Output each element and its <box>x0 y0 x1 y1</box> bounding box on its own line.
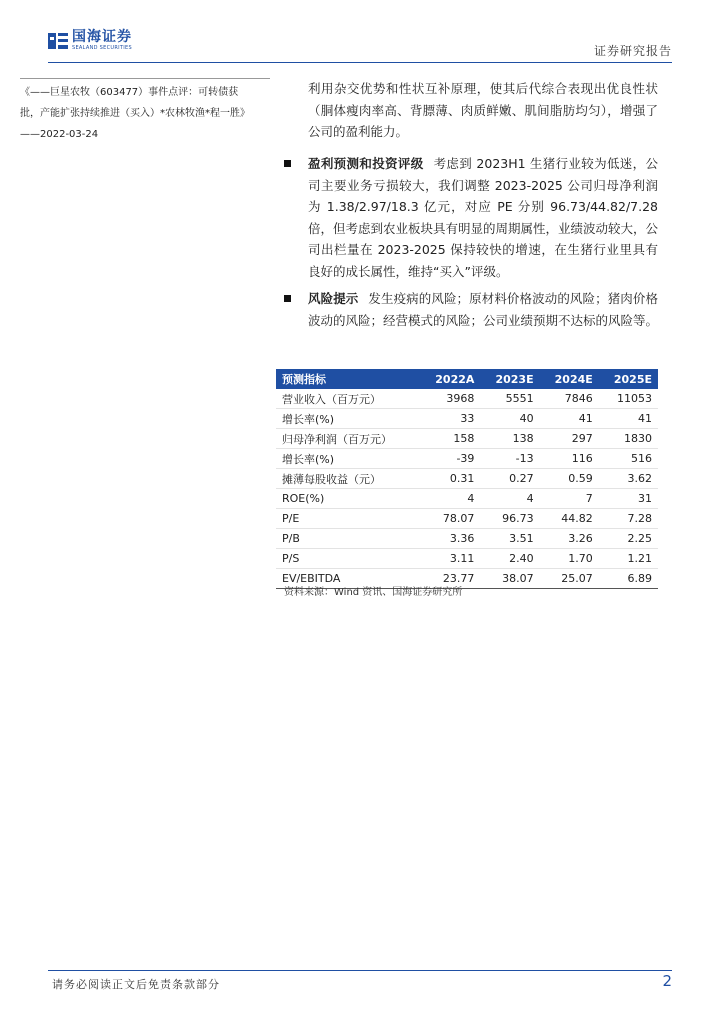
table-cell: 2.40 <box>480 549 539 569</box>
bullet-square-icon <box>284 295 291 302</box>
table-row <box>276 409 658 429</box>
table-cell: 3.36 <box>420 529 480 549</box>
table-cell: 3.51 <box>480 529 539 549</box>
table-cell: 96.73 <box>480 509 539 529</box>
table-cell: 0.59 <box>540 469 599 489</box>
header-divider <box>48 62 672 63</box>
table-header-cell: 2023E <box>480 369 539 389</box>
table-cell: 3968 <box>420 389 480 409</box>
table-cell: EV/EBITDA <box>276 569 420 589</box>
ref-line-1: 《——巨星农牧（603477）事件点评：可转债获 <box>20 87 239 98</box>
table-cell: 31 <box>599 489 658 509</box>
table-cell: 116 <box>540 449 599 469</box>
table-row <box>276 469 658 489</box>
table-cell: 3.62 <box>599 469 658 489</box>
table-cell: -13 <box>480 449 539 469</box>
table-row <box>276 509 658 529</box>
table-cell: 5551 <box>480 389 539 409</box>
table-cell: ROE(%) <box>276 489 420 509</box>
table-cell: 2.25 <box>599 529 658 549</box>
table-cell: 158 <box>420 429 480 449</box>
table-cell: 25.07 <box>540 569 599 589</box>
table-cell: P/B <box>276 529 420 549</box>
table-header-cell: 2024E <box>540 369 599 389</box>
table-cell: 1.70 <box>540 549 599 569</box>
ref-line-3: ——2022-03-24 <box>20 129 99 140</box>
related-report-reference[interactable] <box>20 82 272 145</box>
table-cell: P/E <box>276 509 420 529</box>
table-cell: 11053 <box>599 389 658 409</box>
table-row <box>276 429 658 449</box>
table-cell: 0.31 <box>420 469 480 489</box>
table-cell: 23.77 <box>420 569 480 589</box>
table-cell: 516 <box>599 449 658 469</box>
footer-divider <box>48 970 672 971</box>
paragraph-forecast <box>308 153 658 282</box>
table-cell: 40 <box>480 409 539 429</box>
table-cell: 1.21 <box>599 549 658 569</box>
table-cell: 3.11 <box>420 549 480 569</box>
table-row <box>276 449 658 469</box>
sidebar-divider <box>20 78 270 79</box>
table-cell: -39 <box>420 449 480 469</box>
table-header-row <box>276 369 658 389</box>
table-cell: 0.27 <box>480 469 539 489</box>
table-cell: 归母净利润（百万元） <box>276 429 420 449</box>
footer-disclaimer: 请务必阅读正文后免责条款部分 <box>52 978 220 991</box>
table-cell: 增长率(%) <box>276 409 420 429</box>
table-cell: 4 <box>420 489 480 509</box>
logo-cn-text: 国海证券 <box>72 29 132 45</box>
table-cell: 138 <box>480 429 539 449</box>
table-cell: 41 <box>540 409 599 429</box>
sealand-logo-icon <box>48 31 68 51</box>
table-cell: 78.07 <box>420 509 480 529</box>
company-logo <box>48 30 132 51</box>
table-row <box>276 389 658 409</box>
table-cell: 33 <box>420 409 480 429</box>
risk-heading: 风险提示 <box>308 291 359 306</box>
forecast-table <box>276 369 658 589</box>
table-cell: 297 <box>540 429 599 449</box>
table-header-cell: 2025E <box>599 369 658 389</box>
table-cell: 7 <box>540 489 599 509</box>
table-cell: 7846 <box>540 389 599 409</box>
table-cell: 1830 <box>599 429 658 449</box>
table-cell: 41 <box>599 409 658 429</box>
ref-line-2: 批，产能扩张持续推进（买入）*农林牧渔*程一胜》 <box>20 108 250 119</box>
table-header-cell: 预测指标 <box>276 369 420 389</box>
table-cell: 44.82 <box>540 509 599 529</box>
forecast-text: 考虑到 2023H1 生猪行业较为低迷，公司主要业务亏损较大，我们调整 2023-2025 公司归母净利润为 1.38/2.97/18.3 亿元，对应 PE 分别 96.73/44.82/7.28 倍，但考虑到农业板块具有明显的周期属性，业绩波动较大，公司出栏量在 2023-2025 保持较快的增速，在生猪行业里具有良好的成长属性，维持“买入”评级。 <box>308 156 659 279</box>
table-source-note: 资料来源：Wind 资讯、国海证券研究所 <box>284 587 463 598</box>
table-row <box>276 529 658 549</box>
table-row <box>276 549 658 569</box>
report-type-label: 证券研究报告 <box>593 44 672 58</box>
table-cell: 7.28 <box>599 509 658 529</box>
logo-en-text: SEALAND SECURITIES <box>72 45 132 51</box>
table-header-cell: 2022A <box>420 369 480 389</box>
table-cell: 营业收入（百万元） <box>276 389 420 409</box>
table-row <box>276 489 658 509</box>
table-cell: 38.07 <box>480 569 539 589</box>
paragraph-breeding: 利用杂交优势和性状互补原理，使其后代综合表现出优良性状（胴体瘦肉率高、背膘薄、肉质鲜嫩、肌间脂肪均匀），增强了公司的盈利能力。 <box>308 81 658 139</box>
forecast-heading: 盈利预测和投资评级 <box>308 156 424 171</box>
table-cell: 6.89 <box>599 569 658 589</box>
table-cell: 摊薄每股收益（元） <box>276 469 420 489</box>
table-cell: 增长率(%) <box>276 449 420 469</box>
risk-text: 发生疫病的风险；原材料价格波动的风险；猪肉价格波动的风险；经营模式的风险；公司业绩预期不达标的风险等。 <box>308 291 659 328</box>
table-cell: 4 <box>480 489 539 509</box>
bullet-square-icon <box>284 160 291 167</box>
table-cell: 3.26 <box>540 529 599 549</box>
paragraph-risk <box>308 288 658 331</box>
page-number: 2 <box>662 972 672 990</box>
table-cell: P/S <box>276 549 420 569</box>
